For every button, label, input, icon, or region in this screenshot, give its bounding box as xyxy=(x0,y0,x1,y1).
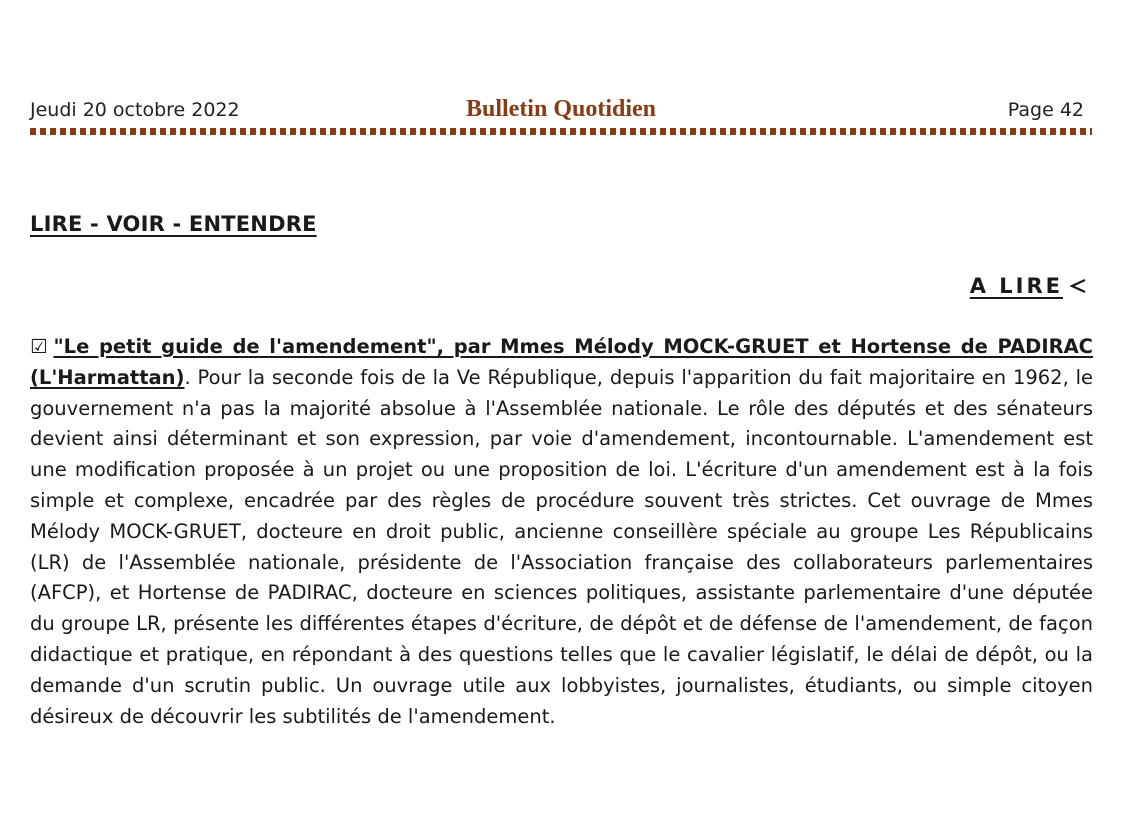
article-headline: "Le petit guide de l'amendement", par Mmes Mélody MOCK-GRUET et Hortense de PADIRAC (L'Harmattan) xyxy=(30,335,1093,389)
checkbox-icon: ☑ xyxy=(30,335,48,358)
subsection-heading xyxy=(970,274,1087,298)
header-page-number: Page 42 xyxy=(1007,99,1084,121)
article-paragraph xyxy=(30,332,1093,732)
article-body: . Pour la seconde fois de la Ve République, depuis l'apparition du fait majoritaire en 1962, le gouvernement n'a pas la majorité absolue à l'Assemblée nationale. Le rôle des députés et des sénateurs devient ainsi déterminant et son expression, par voie d'amendement, incontournable. L'amendement est une modification proposée à un projet ou une proposition de loi. L'écriture d'un amendement est à la fois simple et complexe, encadrée par des règles de procédure souvent très strictes. Cet ouvrage de Mmes Mélody MOCK-GRUET, docteure en droit public, ancienne conseillère spéciale au groupe Les Républicains (LR) de l'Assemblée nationale, présidente de l'Association française des collaborateurs parlementaires (AFCP), et Hortense de PADIRAC, docteure en sciences politiques, assistante parlementaire d'une députée du groupe LR, présente les différentes étapes d'écriture, de dépôt et de défense de l'amendement, de façon didactique et pratique, en répondant à des questions telles que le cavalier législatif, le délai de dépôt, ou la demande d'un scrutin public. Un ouvrage utile aux lobbyistes, journalistes, étudiants, ou simple citoyen désireux de découvrir les subtilités de l'amendement. xyxy=(30,365,1093,728)
subsection-title: A LIRE xyxy=(969,274,1063,298)
page-header xyxy=(30,96,1092,126)
arrow-left-icon xyxy=(1069,274,1087,298)
header-date: Jeudi 20 octobre 2022 xyxy=(30,99,240,121)
header-title: Bulletin Quotidien xyxy=(465,96,657,122)
header-dotted-rule xyxy=(30,128,1092,135)
section-title: LIRE - VOIR - ENTENDRE xyxy=(30,212,317,236)
